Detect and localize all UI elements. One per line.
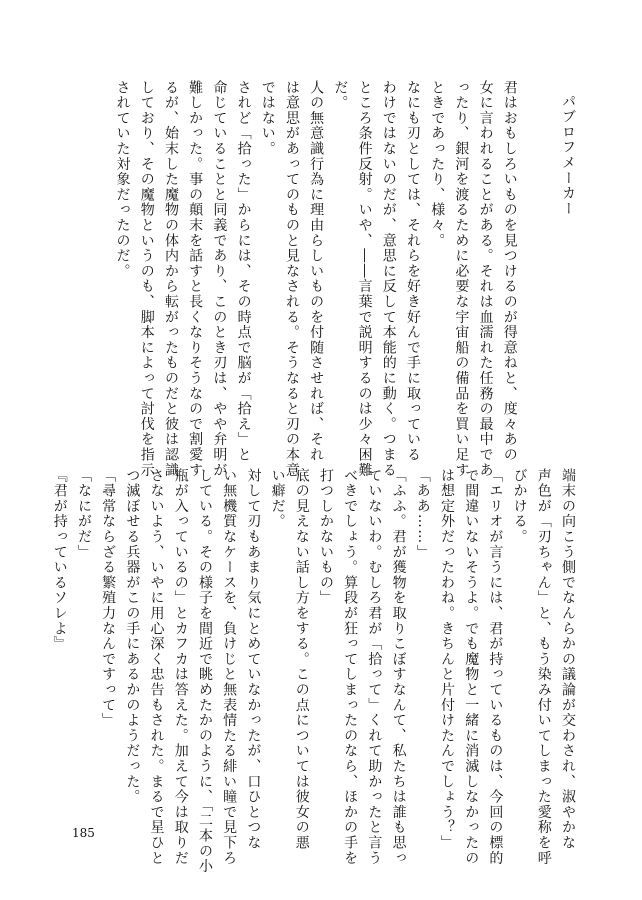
text-line: 「エリオが言うには、君が持っているものは、今回の標的 xyxy=(487,468,504,866)
text-line: い癖だ。 xyxy=(269,468,286,530)
text-line: 君はおもしろいものを見つけるのが得意ねと、度々あの xyxy=(501,80,518,463)
chapter-title: パブロフメーカー xyxy=(560,94,576,217)
text-line: ときであったり、様々。 xyxy=(429,80,446,249)
text-line: している。その様子を間近で眺めたかのように、「二本の小 xyxy=(196,468,213,875)
text-line: は想定外だったわね。きちんと片付けたんでしょう？」 xyxy=(438,468,455,851)
text-line: ところ条件反射。いや、――言葉で説明するのは少々困難 xyxy=(356,80,373,478)
text-line: は意思があってのものと見なされる。そうなると刃の本意 xyxy=(283,80,300,478)
text-line: びかける。 xyxy=(511,468,528,545)
text-line: 端末の向こう側でなんらかの議論が交わされ、淑やかな xyxy=(560,468,576,851)
text-line: 「ふふ。君が獲物を取りこぼすなんて、私たちは誰も思っ xyxy=(390,468,407,866)
text-line: 人の無意識行為に理由らしいものを付随させれば、それ xyxy=(308,80,325,463)
text-line: 対して刃もあまり気にとめていなかったが、口ひとつな xyxy=(245,468,262,851)
text-line: 打つしかないもの」 xyxy=(317,468,334,606)
text-line: 「尋常ならざる繁殖力なんですって」 xyxy=(100,468,117,729)
page-number: 185 xyxy=(72,826,95,840)
text-line: しており、その魔物というのも、脚本によって討伐を指示 xyxy=(138,80,155,478)
text-line: されていた対象だったのだ。 xyxy=(114,80,131,279)
text-line: つ滅ぼせる兵器がこの手にあるかのようだった。 xyxy=(124,468,141,805)
text-line: 命じていることと同義であり、このとき刃は、やや弁明が xyxy=(211,80,228,478)
text-line: 『君が持っているソレよ』 xyxy=(51,468,68,652)
text-line: さないよう、いやに用心深く忠告もされた。まるで星ひと xyxy=(148,468,165,866)
text-line: ではない。 xyxy=(259,80,276,157)
text-line: されど「拾った」からには、その時点で脳が「拾え」と xyxy=(235,80,252,463)
text-line: だ。 xyxy=(332,80,349,111)
text-line: るが、始末した魔物の体内から転がったものだと彼は認識 xyxy=(162,80,179,478)
text-line: 女に言われることがある。それは血濡れた任務の最中であ xyxy=(477,80,494,478)
text-line: ったり、銀河を渡るために必要な宇宙船の備品を買い足す xyxy=(453,80,470,478)
text-line: 底の見えない話し方をする。この点については彼女の悪 xyxy=(293,468,310,851)
text-line: 瓶が入っているの」とカフカは答えた。加えて今は取りだ xyxy=(172,468,189,866)
text-line: 「ああ……」 xyxy=(414,468,431,560)
text-line: い無機質なケースを、負けじと無表情たる緋い瞳で見下ろ xyxy=(221,468,238,866)
text-line: 難しかった。事の顛末を話すと長くなりそうなので割愛す xyxy=(187,80,204,478)
text-line: べきでしょう。算段が狂ってしまったのなら、ほかの手を xyxy=(342,468,359,866)
text-line: なにも刃としては、それらを好き好んで手に取っている xyxy=(404,80,421,463)
text-line: 声色が「刃ちゃん」と、もう染み付いてしまった愛称を呼 xyxy=(535,468,552,866)
text-line: ていないわ。むしろ君が「拾って」くれて助かったと言う xyxy=(366,468,383,866)
text-line: で間違いないそうよ。でも魔物と一緒に消滅しなかったの xyxy=(463,468,480,866)
text-line: わけではないのだが、意思に反して本能的に動く。つまる xyxy=(380,80,397,478)
upper-text-block xyxy=(60,80,580,478)
text-line: 「なにがだ」 xyxy=(75,468,92,560)
